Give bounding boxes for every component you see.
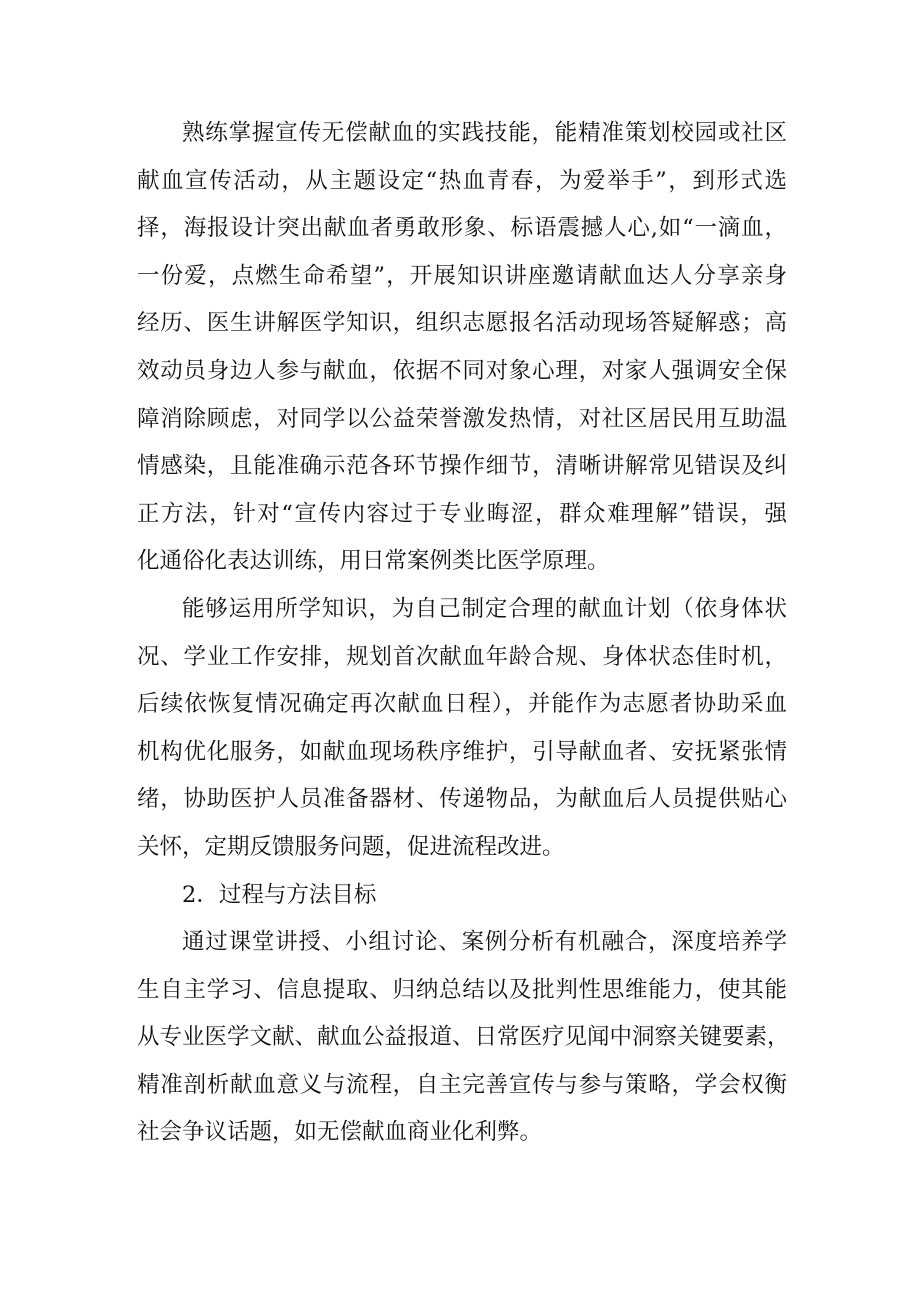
- text-line: 社会争议话题，如无偿献血商业化利弊。: [137, 1119, 543, 1146]
- text-line: 况、学业工作安排，规划首次献血年龄合规、身体状态佳时机，: [137, 643, 787, 670]
- text-line: 经历、医生讲解医学知识，组织志愿报名活动现场答疑解惑；高: [137, 310, 787, 337]
- paragraph-donation-plan: [137, 586, 787, 872]
- text-line: 绪，协助医护人员准备器材、传递物品，为献血后人员提供贴心: [137, 786, 787, 813]
- text-line: 正方法，针对“宣传内容过于专业晦涩，群众难理解”错误，强: [137, 500, 787, 527]
- text-line: 效动员身边人参与献血，依据不同对象心理，对家人强调安全保: [137, 357, 787, 384]
- document-body: [137, 110, 790, 1157]
- paragraph-process-methods: [137, 919, 790, 1157]
- text-line: 熟练掌握宣传无偿献血的实践技能，能精准策划校园或社区: [182, 120, 787, 146]
- section-heading: 2．过程与方法目标: [182, 881, 377, 908]
- text-line: 后续依恢复情况确定再次献血日程），并能作为志愿者协助采血: [137, 691, 787, 718]
- text-line: 从专业医学文献、献血公益报道、日常医疗见闻中洞察关键要素，: [137, 1024, 790, 1051]
- text-line: 通过课堂讲授、小组讨论、案例分析有机融合，深度培养学: [182, 929, 787, 956]
- text-line: 一份爱，点燃生命希望”，开展知识讲座邀请献血达人分享亲身: [137, 262, 787, 289]
- text-line: 障消除顾虑，对同学以公益荣誉激发热情，对社区居民用互助温: [137, 405, 787, 432]
- paragraph-practical-skills: [137, 110, 787, 586]
- text-line: 献血宣传活动，从主题设定“热血青春，为爱举手”，到形式选: [137, 167, 787, 194]
- text-line: 化通俗化表达训练，用日常案例类比医学原理。: [137, 548, 610, 575]
- text-line: 择，海报设计突出献血者勇敢形象、标语震撼人心,如“一滴血，: [137, 215, 787, 242]
- text-line: 关怀，定期反馈服务问题，促进流程改进。: [137, 833, 565, 860]
- text-line: 精准剖析献血意义与流程，自主完善宣传与参与策略，学会权衡: [137, 1071, 787, 1098]
- text-line: 能够运用所学知识，为自己制定合理的献血计划（依身体状: [182, 595, 787, 622]
- text-line: 生自主学习、信息提取、归纳总结以及批判性思维能力，使其能: [137, 976, 787, 1003]
- text-line: 情感染，且能准确示范各环节操作细节，清晰讲解常见错误及纠: [137, 453, 787, 480]
- text-line: 机构优化服务，如献血现场秩序维护，引导献血者、安抚紧张情: [137, 738, 787, 765]
